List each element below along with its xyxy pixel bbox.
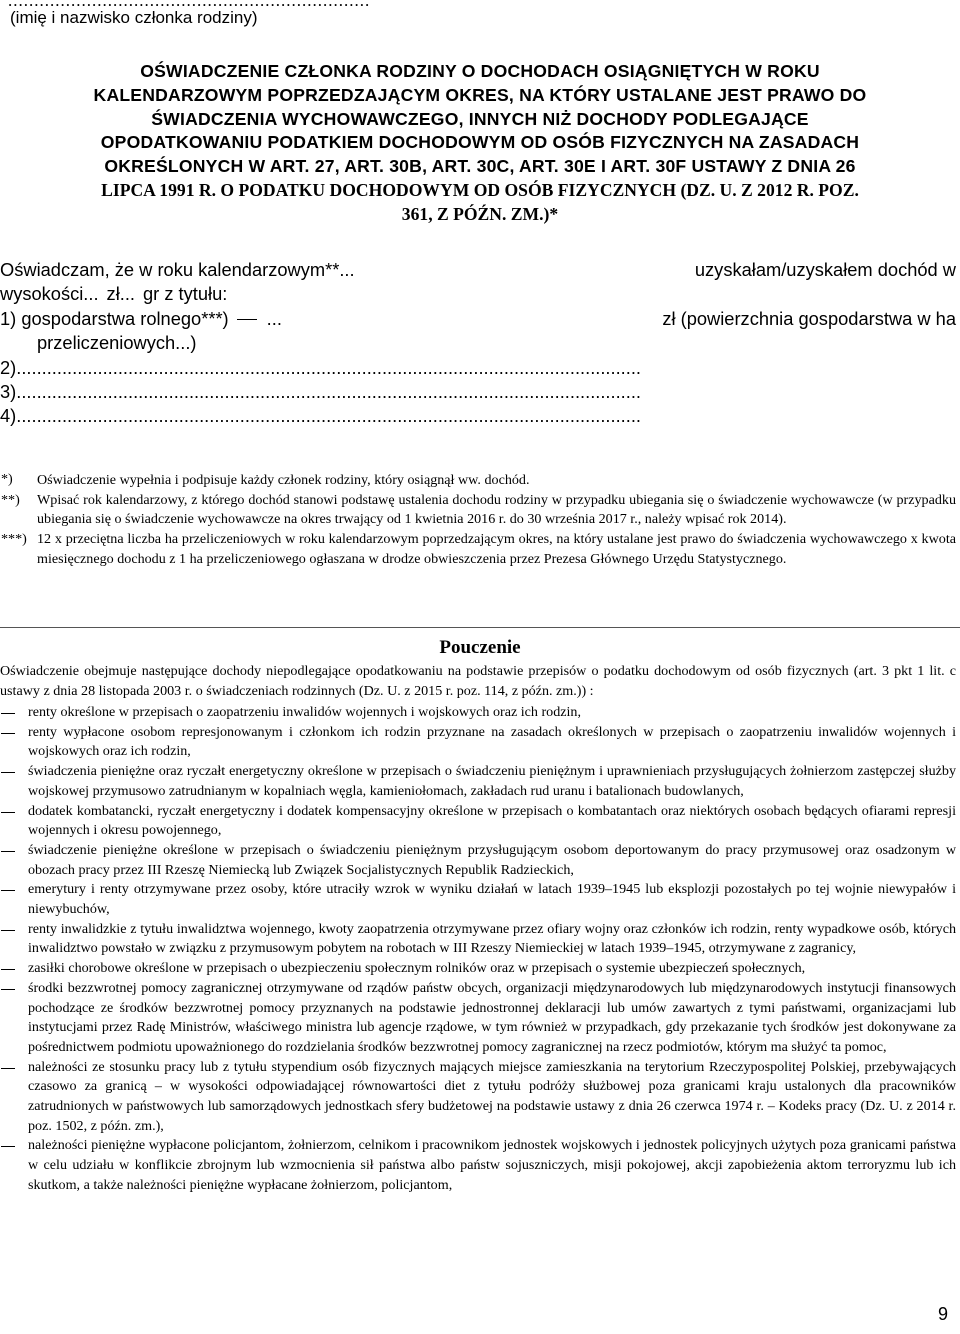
list-item: emerytury i renty otrzymywane przez osoby, które utraciły wzrok w wyniku działań w latach 1939–1945 lub eksplozji pozostałych po tej wojnie niewypałów i niewybuchów, [0, 880, 956, 919]
title-line: ŚWIADCZENIA WYCHOWAWCZEGO, INNYCH NIŻ DOCHODY PODLEGAJĄCE [151, 108, 809, 129]
page-number: 9 [938, 1304, 949, 1324]
grosze-text: gr z tytułu: [143, 283, 228, 305]
dash-bullet [0, 703, 28, 723]
declaration-item [0, 404, 956, 428]
dash-bullet [0, 920, 28, 959]
farm-area-units: przeliczeniowych...) [37, 332, 197, 354]
income-item-3: 3)........................................................................................................................... [0, 381, 641, 403]
income-item-2: 2)........................................................................................................................... [0, 356, 641, 378]
declaration-line [0, 282, 956, 306]
income-types-list [0, 703, 956, 1196]
name-dotted-line: ..................................................................... [8, 0, 371, 10]
section-divider [0, 627, 960, 628]
footnote-text: 12 x przeciętna liczba ha przeliczeniowych w roku kalendarzowym poprzedzającym okres, na który ustalane jest prawo do świadczenia wychowawczego x kwota miesięcznego dochodu z 1 ha przeliczeniowego ogłaszana w drodze obwieszczenia przez Prezesa Głównego Urzędu Statystycznego. [37, 531, 956, 567]
declaration-line [0, 258, 956, 282]
title-line: OPODATKOWANIU PODATKIEM DOCHODOWYM OD OSÓB FIZYCZNYCH NA ZASADACH [100, 132, 860, 153]
dash-bullet [0, 979, 28, 1058]
dash-bullet [0, 802, 28, 841]
zloty-text: zł... [106, 283, 135, 305]
footnote-text: Wpisać rok kalendarzowy, z którego dochód stanowi podstawę ustalenia dochodu rodziny w przypadku ubiegania się o świadczenie wychowawcze (w przypadku ubiegania się o świadczenie wychowawcze na okres trwający od 1 kwietnia 2016 r. do 30 września 2017 r., należy wpisać rok 2014). [37, 491, 956, 528]
instruction-intro: Oświadczenie obejmuje następujące dochody niepodlegające opodatkowaniu na podstawie przepisów o podatku dochodowym od osób fizycznych (art. 3 pkt 1 lit. c ustawy z dnia 28 listopada 2003 r. o świadczeniach rodzinnych (Dz. U. z 2015 r. poz. 114, z późn. zm.)) : [0, 663, 956, 699]
declaration-item-continuation [0, 331, 956, 355]
footnote-mark: ***) [1, 531, 27, 548]
list-item: świadczenia pieniężne oraz ryczałt energetyczny określone w przepisach o świadczeniu pieniężnym i uprawnieniach przysługujących żołnierzom zastępczej służby wojskowej przymusowo zatrudnianym w kopalniach węgla, kamieniołomach, zakładach rud uranu i batalionach budowlanych, [0, 762, 956, 801]
footnote [0, 530, 956, 569]
list-item: renty określone w przepisach o zaopatrzeniu inwalidów wojennych i wojskowych oraz ich rodzin, [0, 703, 956, 723]
dash-bullet [0, 841, 28, 880]
income-item-4: 4)........................................................................................................................... [0, 405, 641, 427]
dash-bullet [0, 959, 28, 979]
declaration-income-text: uzyskałam/uzyskałem dochód w [694, 259, 956, 280]
declaration-item [0, 307, 956, 331]
list-item: dodatek kombatancki, ryczałt energetyczny i dodatek kompensacyjny określone w przepisach o kombatantach oraz niektórych osobach będących ofiarami represji wojennych i okresu powojennego, [0, 802, 956, 841]
footnote-mark: **) [1, 491, 20, 508]
amount-text: wysokości... [0, 283, 99, 305]
footnote [0, 470, 956, 491]
title-line: KALENDARZOWYM POPRZEDZAJĄCYM OKRES, NA KTÓRY USTALANE JEST PRAWO DO [93, 84, 867, 105]
declaration-item [0, 380, 956, 404]
farm-income-label: 1) gospodarstwa rolnego***) [0, 307, 229, 329]
instruction-heading: Pouczenie [439, 637, 521, 658]
title-line: OKREŚLONYCH W ART. 27, ART. 30B, ART. 30C, ART. 30E I ART. 30F USTAWY Z DNIA 26 [104, 156, 856, 177]
dash-bullet [0, 880, 28, 919]
dash-bullet [0, 1136, 28, 1195]
document-title [8, 60, 952, 227]
dash-bullet [0, 762, 28, 801]
title-line: OŚWIADCZENIE CZŁONKA RODZINY O DOCHODACH OSIĄGNIĘTYCH W ROKU [140, 61, 820, 81]
name-caption: (imię i nazwisko członka rodziny) [10, 8, 258, 27]
list-item: zasiłki chorobowe określone w przepisach o ubezpieczeniu społecznym rolników oraz w przepisach o systemie ubezpieczeń społecznych, [0, 959, 956, 979]
income-declaration [0, 258, 956, 429]
list-item: należności pieniężne wypłacone policjantom, żołnierzom, celnikom i pracownikom jednostek wojskowych i jednostek policyjnych użytych poza granicami państwa w celu udziału w konflikcie zbrojnym lub wzmocnienia sił państwa albo państw sojuszniczych, misji pokojowej, akcji zapobieżenia aktom terroryzmu lub ich skutkom, a także należności pieniężne wypłacane żołnierzom, policjantom, [0, 1136, 956, 1195]
title-line: LIPCA 1991 R. O PODATKU DOCHODOWYM OD OSÓB FIZYCZNYCH (DZ. U. Z 2012 R. POZ. [101, 179, 859, 200]
footnote-text: Oświadczenie wypełnia i podpisuje każdy członek rodziny, który osiągnął ww. dochód. [37, 472, 530, 488]
footnotes [0, 470, 956, 570]
declaration-year-text: Oświadczam, że w roku kalendarzowym**... [0, 259, 355, 280]
title-line: 361, Z PÓŹN. ZM.)* [401, 203, 559, 224]
farm-area-text: zł (powierzchnia gospodarstwa w ha [662, 307, 956, 329]
list-item: świadczenie pieniężne określone w przepisach o świadczeniu pieniężnym przysługującym osobom deportowanym do pracy przymusowej oraz osadzonym w obozach pracy przez III Rzeszę Niemiecką lub Związek Socjalistycznych Republik Radzieckich, [0, 841, 956, 880]
list-item: renty wypłacone osobom represjonowanym i członkom ich rodzin przyznane na zasadach określonych w przepisach o zaopatrzeniu inwalidów wojennych i wojskowych oraz ich rodzin, [0, 723, 956, 762]
dash-bullet [0, 1058, 28, 1137]
farm-income-dots: ... [266, 307, 282, 329]
list-item: renty inwalidzkie z tytułu inwalidztwa wojennego, kwoty zaopatrzenia otrzymywane przez ofiary wojny oraz członków ich rodzin, renty wypadkowe osób, których inwalidztwo powstało w związku z przymusowym pobytem na robotach w III Rzeszy Niemieckiej w latach 1939–1945, otrzymywane z zagranicy, [0, 920, 956, 959]
list-item: należności ze stosunku pracy lub z tytułu stypendium osób fizycznych mających miejsce zamieszkania na terytorium Rzeczypospolitej Polskiej, przebywających czasowo za granicą – w wysokości odpowiadającej równowartości diet z tytułu podróży służbowej poza granicami kraju ustalonych dla pracowników zatrudnionych w państwowych lub samorządowych jednostkach sfery budżetowej na podstawie ustawy z dnia 26 czerwca 1974 r. – Kodeks pracy (Dz. U. z 2014 r. poz. 1502, z późn. zm.), [0, 1058, 956, 1137]
footnote-mark: *) [1, 471, 13, 487]
footnote [0, 491, 956, 530]
list-item: środki bezzwrotnej pomocy zagranicznej otrzymywane od rządów państw obcych, organizacji międzynarodowych lub międzynarodowych instytucji finansowych pochodzące ze środków bezzwrotnej pomocy przyznanych na podstawie jednostronnej deklaracji lub umów zawartych z tymi państwami, organizacjami lub instytucjami przez Radę Ministrów, właściwego ministra lub agencje rządowe, w tym również w przypadkach, gdy przekazanie tych środków jest dokonywane za pośrednictwem podmiotu upoważnionego do rozdzielania środków bezzwrotnej pomocy zagranicznej na rzecz podmiotów, którym ma służyć ta pomoc, [0, 979, 956, 1058]
dash-line [237, 319, 257, 320]
declaration-item [0, 356, 956, 380]
dash-bullet [0, 723, 28, 762]
